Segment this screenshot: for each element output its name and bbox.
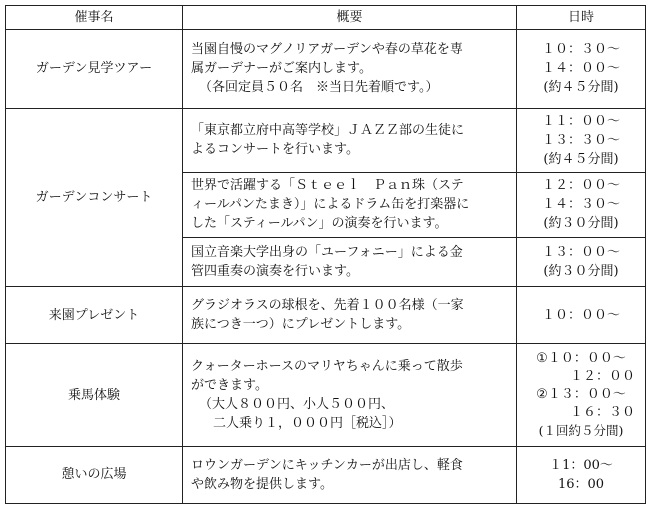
header-summary: 概要 (183, 6, 517, 30)
summary-line: クォーターホースのマリヤちゃんに乗って散歩 (191, 359, 463, 375)
time-line: (約４５分間) (543, 151, 619, 167)
datetime-horse (517, 344, 646, 446)
datetime-present (517, 287, 646, 344)
header-event-name: 催事名 (6, 6, 183, 30)
time-line: (約３０分間) (543, 216, 619, 232)
event-name-concert: ガーデンコンサート (6, 109, 183, 287)
summary-line: 世界で活躍する「Ｓｔｅｅｌ Ｐａｎ珠（ステ (191, 178, 464, 194)
event-name-garden-tour: ガーデン見学ツアー (6, 29, 183, 109)
time-line: １４：００〜 (541, 61, 620, 77)
summary-line: した「スティールパン」の演奏を行います。 (191, 216, 448, 232)
datetime-concert-2 (517, 172, 646, 237)
event-name-plaza: 憩いの広場 (6, 446, 183, 503)
summary-line: や飲み物を提供します。 (191, 476, 333, 492)
time-line: １４：３０〜 (541, 197, 620, 213)
summary-line: ができます。 (191, 378, 268, 394)
event-name-horse: 乗馬体験 (6, 344, 183, 446)
summary-line: 「東京都立府中高等学校」ＪＡＺＺ部の生徒に (191, 123, 465, 139)
datetime-garden-tour (517, 29, 646, 109)
time-line: １1：00〜 (549, 457, 613, 473)
table-row-concert-1 (6, 109, 646, 172)
summary-horse (183, 344, 517, 446)
time-line: ①１０：００〜 (536, 351, 626, 367)
time-line: ②１３：００〜 (536, 387, 626, 403)
events-table (5, 5, 646, 504)
time-line: 16：00 (557, 476, 605, 492)
header-datetime: 日時 (517, 6, 646, 30)
summary-line: 族につき一つ）にプレゼントします。 (191, 317, 411, 333)
table-row-plaza (6, 446, 646, 503)
summary-line: 国立音楽大学出身の「ユーフォニー」による金 (191, 245, 463, 261)
time-line: １３：００〜 (541, 245, 620, 261)
time-line: １１：００〜 (541, 113, 620, 129)
summary-line: （大人８００円、小人５００円、 (199, 397, 395, 413)
summary-concert-3 (183, 238, 517, 287)
summary-line: （各回定員５０名 ※当日先着順です。） (199, 80, 439, 96)
table-row-horse (6, 344, 646, 446)
summary-line: 当園自慢のマグノリアガーデンや春の草花を専 (191, 42, 463, 58)
table-row-present (6, 287, 646, 344)
summary-line: ロウンガーデンにキッチンカーが出店し、軽食 (191, 457, 463, 473)
summary-line: ィールパンたまき）」によるドラム缶を打楽器に (191, 197, 470, 213)
datetime-concert-3 (517, 238, 646, 287)
time-line: (１回約５分間) (538, 423, 624, 439)
event-name-present: 来園プレゼント (6, 287, 183, 344)
datetime-plaza (517, 446, 646, 503)
summary-line: 管四重奏の演奏を行います。 (191, 264, 359, 280)
summary-present (183, 287, 517, 344)
time-line: (約３０分間) (543, 264, 619, 280)
summary-line: 二人乗り１，０００円［税込］） (213, 416, 402, 432)
summary-concert-1 (183, 109, 517, 172)
time-line: １０：３０〜 (541, 42, 620, 58)
time-line: １０：００〜 (541, 307, 620, 323)
time-line: (約４５分間) (543, 80, 619, 96)
summary-garden-tour (183, 29, 517, 109)
time-line: １３：３０〜 (541, 132, 620, 148)
time-line: １２：００ (569, 369, 635, 385)
summary-plaza (183, 446, 517, 503)
table-header-row (6, 6, 646, 30)
table-row-garden-tour (6, 29, 646, 109)
summary-line: グラジオラスの球根を、先着１００名様（一家 (191, 298, 464, 314)
summary-concert-2 (183, 172, 517, 237)
datetime-concert-1 (517, 109, 646, 172)
time-line: １６：３０ (569, 405, 635, 421)
time-line: １２：００〜 (541, 178, 620, 194)
summary-line: 属ガーデナーがご案内します。 (191, 61, 372, 77)
summary-line: よるコンサートを行います。 (191, 142, 359, 158)
